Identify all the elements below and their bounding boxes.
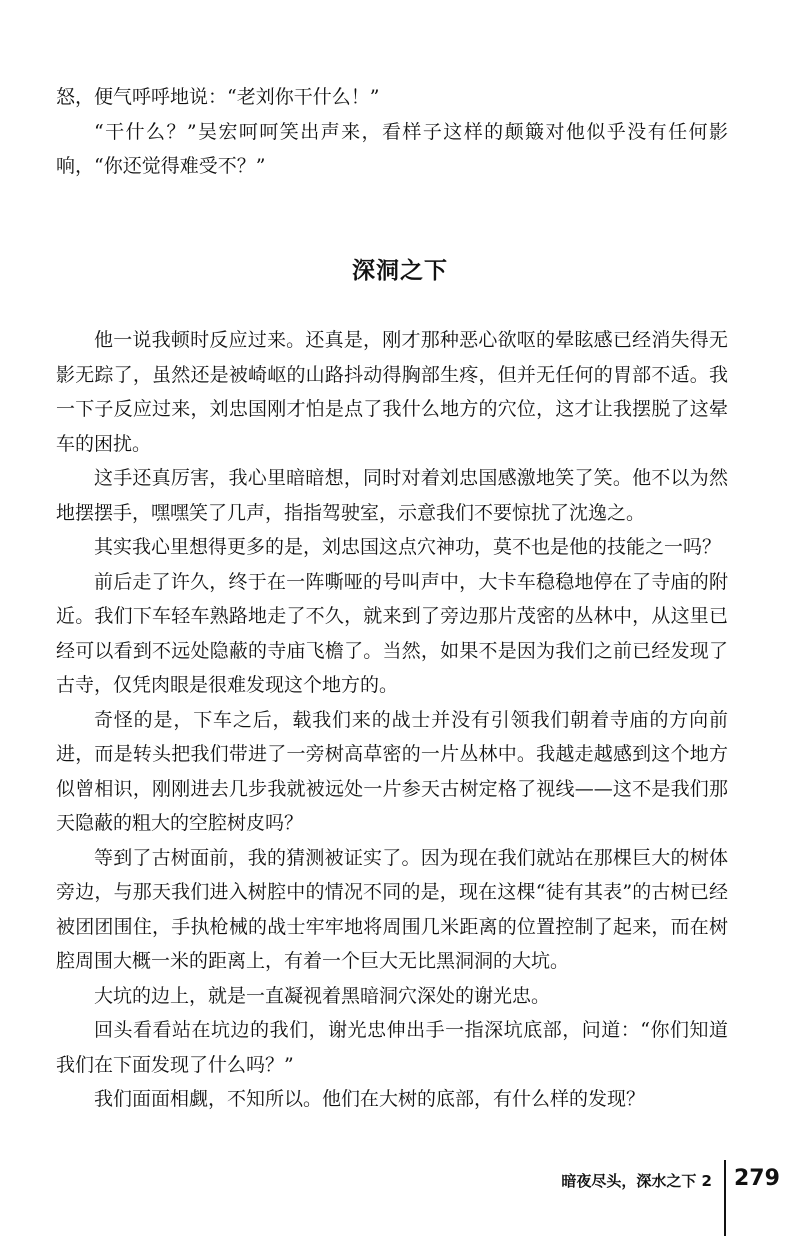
- page-number: 279: [734, 1166, 780, 1191]
- paragraph: 怒，便气呼呼地说：“老刘你干什么！”: [56, 86, 380, 108]
- continued-text: [56, 80, 728, 184]
- paragraph: 大坑的边上，就是一直凝视着黑暗洞穴深处的谢光忠。: [94, 984, 551, 1007]
- paragraph: 回头看看站在坑边的我们，谢光忠伸出手一指深坑底部，问道：“你们知道我们在下面发现了什么吗？”: [56, 1019, 728, 1076]
- paragraph: 这手还真厉害，我心里暗暗想，同时对着刘忠国感激地笑了笑。他不以为然地摆摆手，嘿嘿笑了几声，指指驾驶室，示意我们不要惊扰了沈逸之。: [56, 467, 728, 524]
- paragraph: 他一说我顿时反应过来。还真是，刚才那种恶心欲呕的晕眩感已经消失得无影无踪了，虽然还是被崎岖的山路抖动得胸部生疼，但并无任何的胃部不适。我一下子反应过来，刘忠国刚才怕是点了我什么地方的穴位，这才让我摆脱了这晕车的困扰。: [56, 329, 728, 455]
- paragraph: 前后走了许久，终于在一阵嘶哑的号叫声中，大卡车稳稳地停在了寺庙的附近。我们下车轻车熟路地走了不久，就来到了旁边那片茂密的丛林中，从这里已经可以看到不远处隐蔽的寺庙飞檐了。当然，如果不是因为我们之前已经发现了古寺，仅凭肉眼是很难发现这个地方的。: [56, 570, 728, 696]
- footer-divider: [724, 1160, 726, 1236]
- section-title: 深洞之下: [352, 258, 448, 284]
- paragraph: 我们面面相觑，不知所以。他们在大树的底部，有什么样的发现？: [94, 1088, 646, 1110]
- running-footer-title: 暗夜尽头，深水之下 2: [561, 1172, 712, 1190]
- paragraph: 奇怪的是，下车之后，载我们来的战士并没有引领我们朝着寺庙的方向前进，而是转头把我们带进了一旁树高草密的一片丛林中。我越走越感到这个地方似曾相识，刚刚进去几步我就被远处一片参天古树定格了视线——这不是我们那天隐蔽的粗大的空腔树皮吗？: [56, 708, 728, 834]
- paragraph: 等到了古树面前，我的猜测被证实了。因为现在我们就站在那棵巨大的树体旁边，与那天我们进入树腔中的情况不同的是，现在这棵“徒有其表”的古树已经被团团围住，手执枪械的战士牢牢地将周围几米距离的位置控制了起来，而在树腔周围大概一米的距离上，有着一个巨大无比黑洞洞的大坑。: [56, 846, 728, 972]
- paragraph: 其实我心里想得更多的是，刘忠国这点穴神功，莫不也是他的技能之一吗？: [94, 536, 722, 558]
- paragraph: “干什么？”吴宏呵呵笑出声来，看样子这样的颠簸对他似乎没有任何影响，“你还觉得难受不？”: [56, 120, 728, 177]
- body-text: [56, 323, 728, 1117]
